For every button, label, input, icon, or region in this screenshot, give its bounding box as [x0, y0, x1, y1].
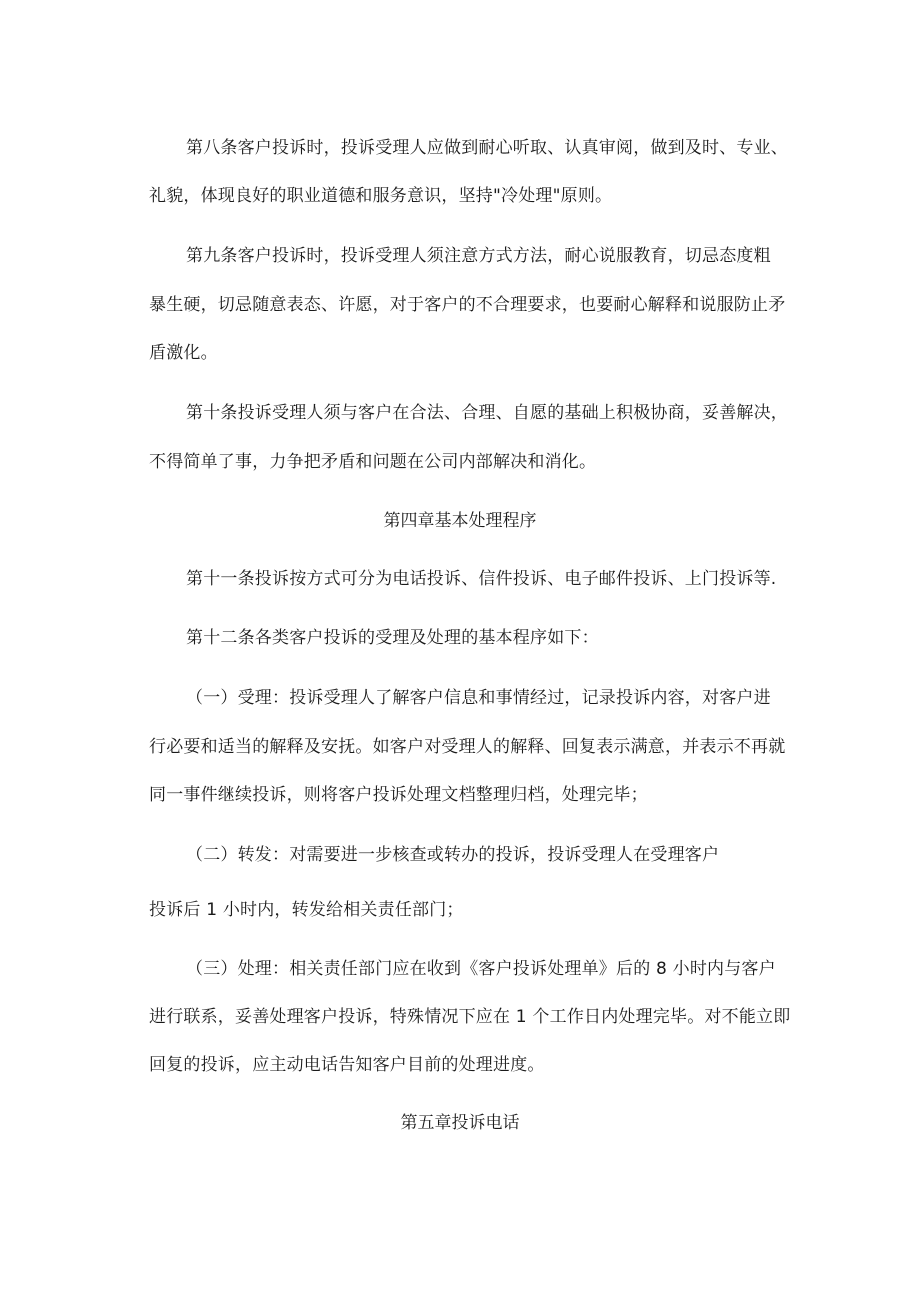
item-3-line-3: 回复的投诉，应主动电话告知客户目前的处理进度。 — [149, 1055, 545, 1075]
item-1-line-3: 同一事件继续投诉，则将客户投诉处理文档整理归档，处理完毕； — [149, 785, 648, 805]
article-10-line-1: 第十条投诉受理人须与客户在合法、合理、自愿的基础上积极协商，妥善解决， — [186, 403, 788, 423]
item-1-line-2: 行必要和适当的解释及安抚。如客户对受理人的解释、回复表示满意，并表示不再就 — [149, 737, 786, 757]
article-9-line-1: 第九条客户投诉时，投诉受理人须注意方式方法，耐心说服教育，切忌态度粗 — [186, 246, 771, 266]
article-12: 第十二条各类客户投诉的受理及处理的基本程序如下： — [186, 628, 599, 648]
item-3-line-2: 进行联系，妥善处理客户投诉，特殊情况下应在 1 个工作日内处理完毕。对不能立即 — [149, 1007, 791, 1027]
article-11: 第十一条投诉按方式可分为电话投诉、信件投诉、电子邮件投诉、上门投诉等. — [186, 569, 777, 589]
item-2-line-2: 投诉后 1 小时内，转发给相关责任部门； — [149, 900, 464, 920]
item-1-line-1: （一）受理：投诉受理人了解客户信息和事情经过，记录投诉内容，对客户进 — [186, 688, 771, 708]
article-8-line-2: 礼貌，体现良好的职业道德和服务意识，坚持"冷处理"原则。 — [149, 186, 613, 206]
item-3-line-1: （三）处理：相关责任部门应在收到《客户投诉处理单》后的 8 小时内与客户 — [186, 959, 776, 979]
item-2-line-1: （二）转发：对需要进一步核查或转办的投诉，投诉受理人在受理客户 — [186, 845, 720, 865]
chapter-5-heading: 第五章投诉电话 — [400, 1113, 520, 1133]
article-9-line-3: 盾激化。 — [149, 343, 218, 363]
chapter-4-heading: 第四章基本处理程序 — [383, 511, 537, 531]
article-10-line-2: 不得简单了事，力争把矛盾和问题在公司内部解决和消化。 — [149, 452, 597, 472]
article-8-line-1: 第八条客户投诉时，投诉受理人应做到耐心听取、认真审阅，做到及时、专业、 — [186, 138, 788, 158]
article-9-line-2: 暴生硬，切忌随意表态、许愿，对于客户的不合理要求，也要耐心解释和说服防止矛 — [149, 295, 786, 315]
